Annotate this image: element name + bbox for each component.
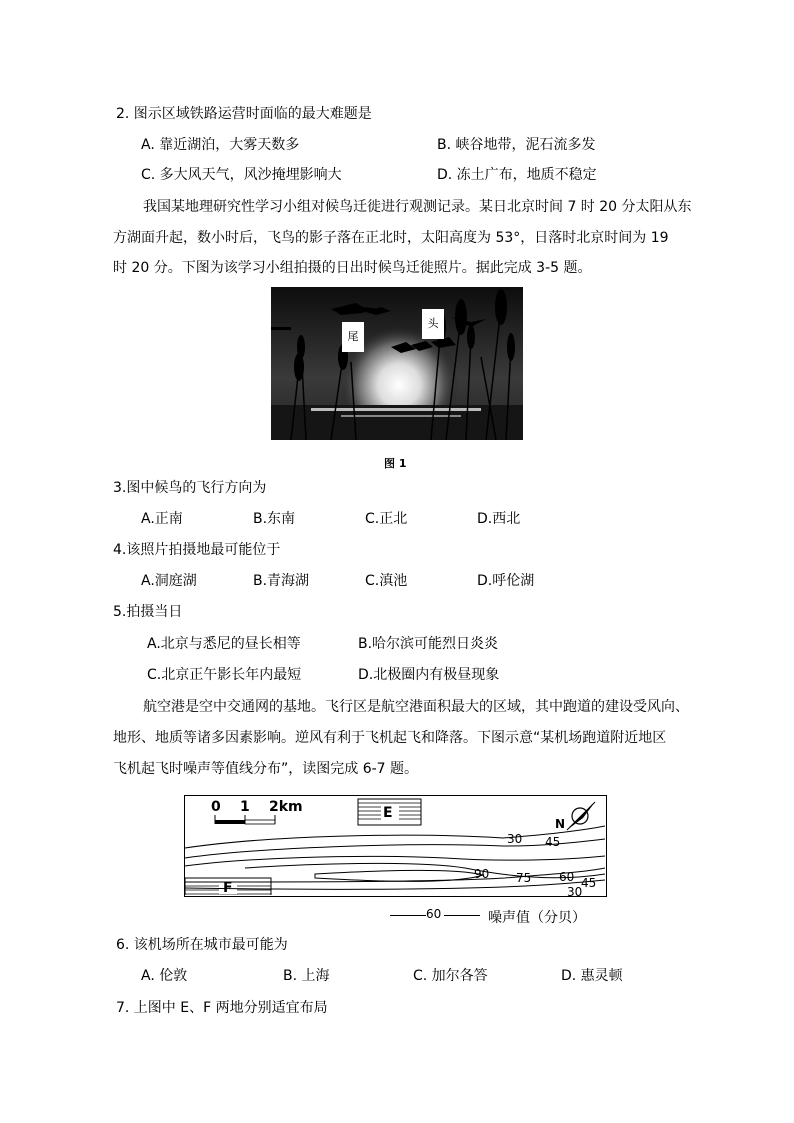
- q2-option-d: D. 冻土广布，地质不稳定: [437, 167, 597, 183]
- contour-label-60: 60: [559, 870, 575, 884]
- q4-option-b: B.青海湖: [253, 573, 310, 589]
- passage1-line3: 时 20 分。下图为该学习小组拍摄的日出时候鸟迁徙照片。据此完成 3-5 题。: [113, 260, 592, 276]
- q2-option-c: C. 多大风天气，风沙掩埋影响大: [141, 167, 342, 183]
- passage2-line3: 飞机起飞时噪声等值线分布”，读图完成 6-7 题。: [113, 761, 419, 777]
- head-label: 头: [422, 309, 444, 339]
- q6-stem: 6. 该机场所在城市最可能为: [116, 937, 288, 953]
- contour-label-30-bottom: 30: [567, 885, 583, 899]
- q5-stem: 5.拍摄当日: [113, 604, 183, 620]
- scale-one: 1: [240, 799, 250, 815]
- q3-option-a: A.正南: [141, 511, 183, 527]
- contour-label-45-top: 45: [545, 835, 561, 849]
- q5-option-c: C.北京正午影长年内最短: [147, 667, 302, 683]
- q4-option-a: A.洞庭湖: [141, 573, 197, 589]
- q3-option-b: B.东南: [253, 511, 296, 527]
- scale-two-km: 2km: [269, 799, 303, 815]
- q2-option-b: B. 峡谷地带，泥石流多发: [437, 137, 596, 153]
- q4-option-c: C.滇池: [365, 573, 408, 589]
- q6-option-d: D. 惠灵顿: [561, 968, 623, 984]
- passage2-line1: 航空港是空中交通网的基地。飞行区是航空港面积最大的区域，其中跑道的建设受风向、: [143, 699, 689, 715]
- q3-option-c: C.正北: [365, 511, 408, 527]
- q2-stem: 2. 图示区域铁路运营时面临的最大难题是: [116, 106, 372, 122]
- legend-line-right: [444, 915, 480, 916]
- legend-line-left: [390, 915, 426, 916]
- q6-option-b: B. 上海: [283, 968, 330, 984]
- q2-option-a: A. 靠近湖泊，大雾天数多: [141, 137, 300, 153]
- q7-stem: 7. 上图中 E、F 两地分别适宜布局: [116, 1000, 328, 1016]
- figure1-caption: 图 1: [384, 457, 407, 470]
- contour-label-30-top: 30: [507, 832, 523, 846]
- label-e: E: [383, 805, 393, 821]
- legend-text: 噪声值（分贝）: [488, 910, 586, 926]
- q4-stem: 4.该照片拍摄地最可能位于: [113, 542, 281, 558]
- label-f: F: [223, 880, 233, 896]
- q5-option-a: A.北京与悉尼的昼长相等: [147, 636, 301, 652]
- scale-zero: 0: [211, 799, 221, 815]
- q5-option-b: B.哈尔滨可能烈日炎炎: [358, 636, 499, 652]
- photo-illustration: [271, 287, 523, 440]
- q6-option-c: C. 加尔各答: [413, 968, 488, 984]
- q3-stem: 3.图中候鸟的飞行方向为: [113, 480, 267, 496]
- q4-option-d: D.呼伦湖: [477, 573, 535, 589]
- q5-option-d: D.北极圈内有极昼现象: [358, 667, 500, 683]
- passage1-line2: 方湖面升起，数小时后，飞鸟的影子落在正北时，太阳高度为 53°，日落时北京时间为 19: [113, 230, 669, 246]
- tail-label: 尾: [342, 322, 364, 352]
- q3-option-d: D.西北: [477, 511, 521, 527]
- bird-migration-photo: [271, 287, 523, 440]
- north-label: N: [555, 817, 566, 831]
- contour-label-90: 90: [474, 867, 490, 881]
- passage2-line2: 地形、地质等诸多因素影响。逆风有利于飞机起飞和降落。下图示意“某机场跑道附近地区: [113, 730, 667, 746]
- passage1-line1: 我国某地理研究性学习小组对候鸟迁徙进行观测记录。某日北京时间 7 时 20 分太阳从东: [143, 199, 692, 215]
- noise-contour-map: [184, 795, 607, 897]
- contour-label-75: 75: [516, 871, 532, 885]
- legend-value: 60: [426, 907, 442, 921]
- q6-option-a: A. 伦敦: [141, 968, 188, 984]
- contour-label-45-bottom: 45: [581, 876, 597, 890]
